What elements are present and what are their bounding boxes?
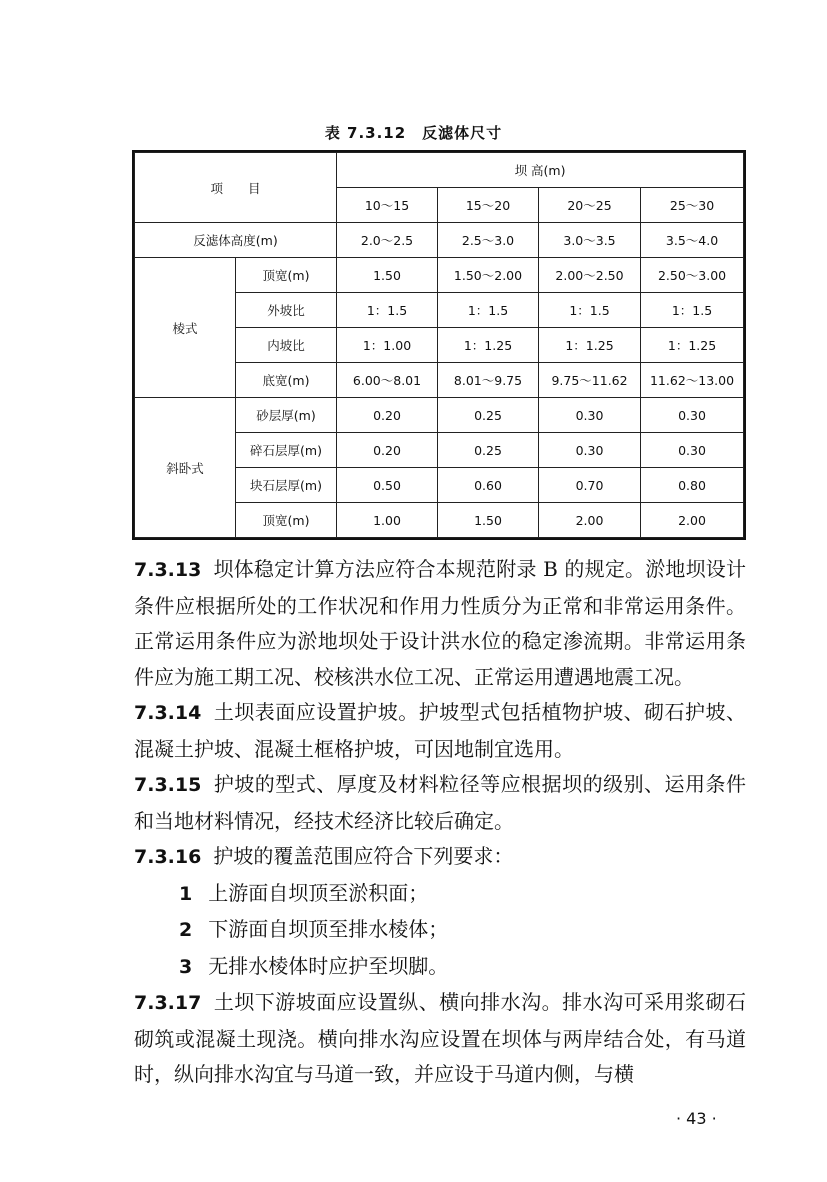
table-cell: 0.20 — [337, 433, 438, 468]
list-item-text: 上游面自坝顶至淤积面； — [208, 880, 429, 905]
list-item-text: 无排水棱体时应护至坝脚。 — [208, 953, 449, 978]
table-cell: 2.00 — [539, 503, 641, 538]
list-item — [134, 876, 746, 913]
list-item-number: 3 — [179, 955, 193, 978]
row-label: 外坡比 — [236, 293, 337, 328]
table-cell: 0.50 — [337, 468, 438, 503]
table-cell: 2.5～3.0 — [438, 223, 539, 258]
table-cell: 3.0～3.5 — [539, 223, 641, 258]
list-item — [134, 949, 746, 986]
row-label: 碎石层厚(m) — [236, 433, 337, 468]
table-cell: 6.00～8.01 — [337, 363, 438, 398]
clause-7-3-15 — [134, 767, 746, 839]
clause-7-3-16 — [134, 839, 746, 876]
table-cell: 0.25 — [438, 433, 539, 468]
table-cell: 0.30 — [641, 433, 744, 468]
clause-number: 7.3.13 — [134, 559, 202, 581]
dam-height-header: 坝 高(m) — [337, 153, 744, 188]
table-cell: 1：1.5 — [641, 293, 744, 328]
table-cell: 1：1.5 — [337, 293, 438, 328]
group-label-inclined: 斜卧式 — [135, 398, 236, 538]
page-number: · 43 · — [676, 1109, 717, 1128]
body-text — [134, 552, 746, 1093]
table-header-row — [135, 153, 744, 188]
table-cell: 1.50～2.00 — [438, 258, 539, 293]
filter-dimensions-table — [134, 152, 744, 538]
table-cell: 0.70 — [539, 468, 641, 503]
clause-7-3-14 — [134, 695, 746, 767]
item-header: 项 目 — [135, 153, 337, 223]
clause-text: 护坡的覆盖范围应符合下列要求： — [213, 844, 514, 868]
row-label: 内坡比 — [236, 328, 337, 363]
clause-number: 7.3.15 — [134, 774, 202, 796]
row-label: 底宽(m) — [236, 363, 337, 398]
clause-7-3-17 — [134, 985, 746, 1093]
table-cell: 2.50～3.00 — [641, 258, 744, 293]
clause-7-3-13 — [134, 552, 746, 695]
table-cell: 1：1.5 — [438, 293, 539, 328]
clause-text: 坝体稳定计算方法应符合本规范附录 B 的规定。淤地坝设计条件应根据所处的工作状况和作用力性质分为正常和非常运用条件。正常运用条件应为淤地坝处于设计洪水位的稳定渗流期。非常运用条件应为施工期工况、校核洪水位工况、正常运用遭遇地震工况。 — [134, 557, 746, 689]
table-cell: 3.5～4.0 — [641, 223, 744, 258]
table-cell: 0.25 — [438, 398, 539, 433]
clause-number: 7.3.14 — [134, 702, 202, 724]
table-cell: 1：1.5 — [539, 293, 641, 328]
list-item-number: 1 — [179, 882, 193, 905]
table-cell: 1：1.25 — [539, 328, 641, 363]
table-cell: 11.62～13.00 — [641, 363, 744, 398]
row-label: 砂层厚(m) — [236, 398, 337, 433]
clause-text: 土坝表面应设置护坡。护坡型式包括植物护坡、砌石护坡、混凝土护坡、混凝土框格护坡，可因地制宜选用。 — [134, 700, 746, 761]
table-cell: 1：1.00 — [337, 328, 438, 363]
table-cell: 1：1.25 — [641, 328, 744, 363]
table-cell: 1.50 — [438, 503, 539, 538]
table-cell: 2.00 — [641, 503, 744, 538]
group-label-prism: 棱式 — [135, 258, 236, 398]
table-caption: 表 7.3.12 反滤体尺寸 — [324, 124, 503, 142]
range-header: 10～15 — [337, 188, 438, 223]
table-cell: 1：1.25 — [438, 328, 539, 363]
range-header: 25～30 — [641, 188, 744, 223]
table-cell: 2.00～2.50 — [539, 258, 641, 293]
range-header: 15～20 — [438, 188, 539, 223]
table-cell: 0.30 — [539, 398, 641, 433]
row-label: 顶宽(m) — [236, 258, 337, 293]
table-row — [135, 223, 744, 258]
table-cell: 0.30 — [539, 433, 641, 468]
table-cell: 9.75～11.62 — [539, 363, 641, 398]
list-item-text: 下游面自坝顶至排水棱体； — [208, 917, 449, 941]
table-cell: 1.50 — [337, 258, 438, 293]
table-cell: 0.20 — [337, 398, 438, 433]
table-cell: 1.00 — [337, 503, 438, 538]
row-label: 反滤体高度(m) — [135, 223, 337, 258]
clause-text: 土坝下游坡面应设置纵、横向排水沟。排水沟可采用浆砌石砌筑或混凝土现浇。横向排水沟应设置在坝体与两岸结合处，有马道时，纵向排水沟宜与马道一致，并应设于马道内侧，与横 — [134, 990, 746, 1086]
table-cell: 0.80 — [641, 468, 744, 503]
row-label: 顶宽(m) — [236, 503, 337, 538]
clause-number: 7.3.17 — [134, 992, 202, 1014]
table-cell: 0.60 — [438, 468, 539, 503]
clause-text: 护坡的型式、厚度及材料粒径等应根据坝的级别、运用条件和当地材料情况，经技术经济比较后确定。 — [134, 772, 746, 833]
table-cell: 0.30 — [641, 398, 744, 433]
range-header: 20～25 — [539, 188, 641, 223]
table-cell: 2.0～2.5 — [337, 223, 438, 258]
table-row — [135, 398, 744, 433]
row-label: 块石层厚(m) — [236, 468, 337, 503]
clause-number: 7.3.16 — [134, 846, 202, 868]
list-item-number: 2 — [179, 919, 193, 941]
table-cell: 8.01～9.75 — [438, 363, 539, 398]
list-item — [134, 912, 746, 949]
table-row — [135, 258, 744, 293]
